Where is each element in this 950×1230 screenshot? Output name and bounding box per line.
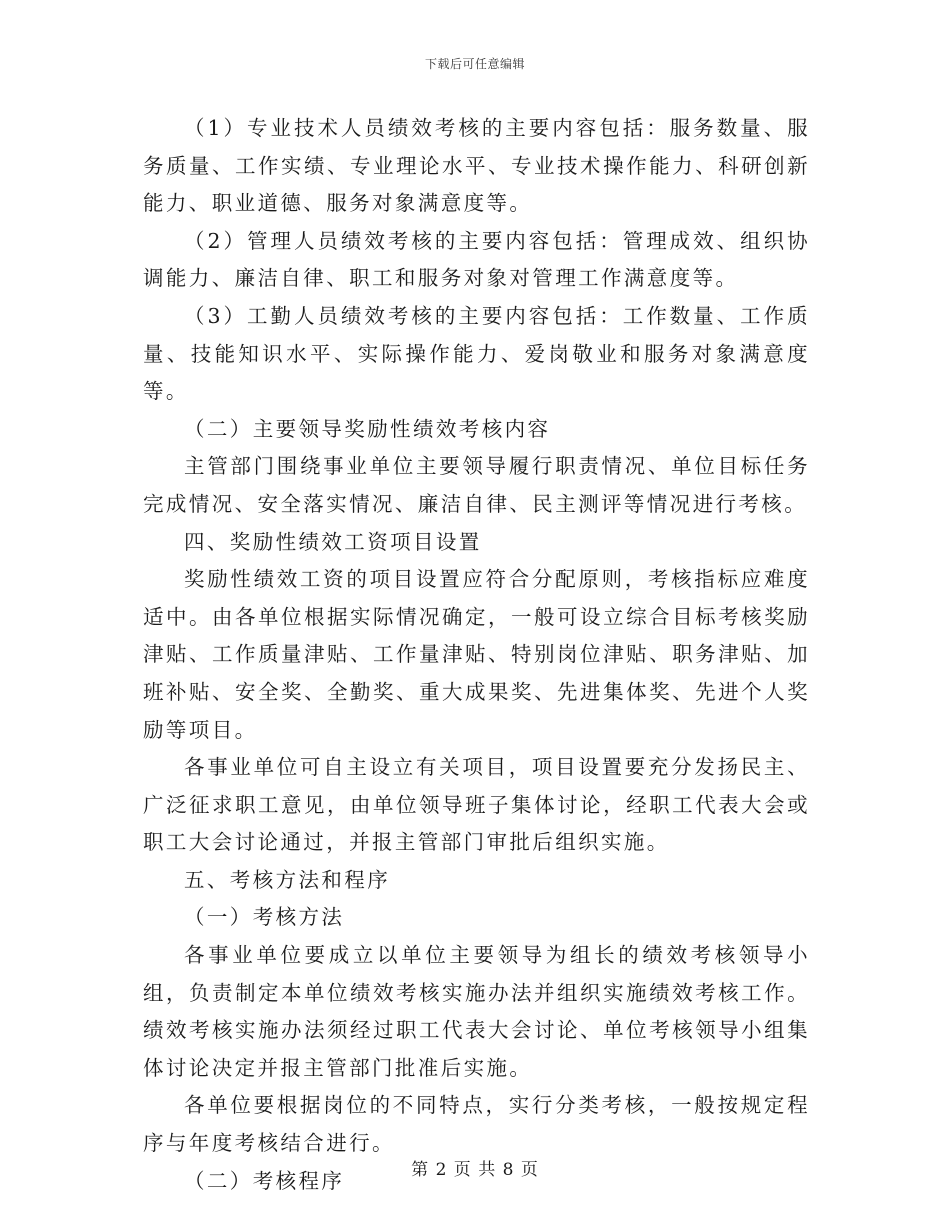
- page-header: 下载后可任意编辑: [424, 57, 525, 71]
- paragraph-professional-staff: （1）专业技术人员绩效考核的主要内容包括：服务数量、服务质量、工作实绩、专业理论水平、专业技术操作能力、科研创新能力、职业道德、服务对象满意度等。: [143, 116, 810, 216]
- document-body: [143, 110, 810, 1200]
- paragraph-bonus-items: 奖励性绩效工资的项目设置应符合分配原则，考核指标应难度适中。由各单位根据实际情况确定，一般可设立综合目标考核奖励津贴、工作质量津贴、工作量津贴、特别岗位津贴、职务津贴、加班补贴、安全奖、全勤奖、重大成果奖、先进集体奖、先进个人奖励等项目。: [143, 567, 810, 742]
- paragraph-service-staff: （3）工勤人员绩效考核的主要内容包括：工作数量、工作质量、技能知识水平、实际操作能力、爱岗敬业和服务对象满意度等。: [143, 303, 810, 404]
- paragraph-management-staff: （2）管理人员绩效考核的主要内容包括：管理成效、组织协调能力、廉洁自律、职工和服务对象对管理工作满意度等。: [143, 228, 810, 291]
- paragraph-item-setup: 各事业单位可自主设立有关项目，项目设置要充分发扬民主、广泛征求职工意见，由单位领导班子集体讨论，经职工代表大会或职工大会讨论通过，并报主管部门审批后组织实施。: [143, 755, 810, 855]
- subheading-methods: （一）考核方法: [184, 905, 345, 930]
- subheading-leader-assessment: （二）主要领导奖励性绩效考核内容: [184, 416, 551, 441]
- section-heading-methods: 五、考核方法和程序: [184, 867, 391, 892]
- paragraph-classified-assessment: 各单位要根据岗位的不同特点，实行分类考核，一般按规定程序与年度考核结合进行。: [143, 1093, 810, 1156]
- subheading-procedure: （二）考核程序: [184, 1168, 345, 1193]
- paragraph-leader-assessment: 主管部门围绕事业单位主要领导履行职责情况、单位目标任务完成情况、安全落实情况、廉洁自律、民主测评等情况进行考核。: [143, 454, 810, 516]
- section-heading-bonus-items: 四、奖励性绩效工资项目设置: [184, 529, 482, 554]
- page-number: 第 2 页 共 8 页: [411, 1160, 539, 1180]
- paragraph-leadership-group: 各事业单位要成立以单位主要领导为组长的绩效考核领导小组，负责制定本单位绩效考核实施办法并组织实施绩效考核工作。绩效考核实施办法须经过职工代表大会讨论、单位考核领导小组集体讨论决定并报主管部门批准后实施。: [143, 943, 810, 1080]
